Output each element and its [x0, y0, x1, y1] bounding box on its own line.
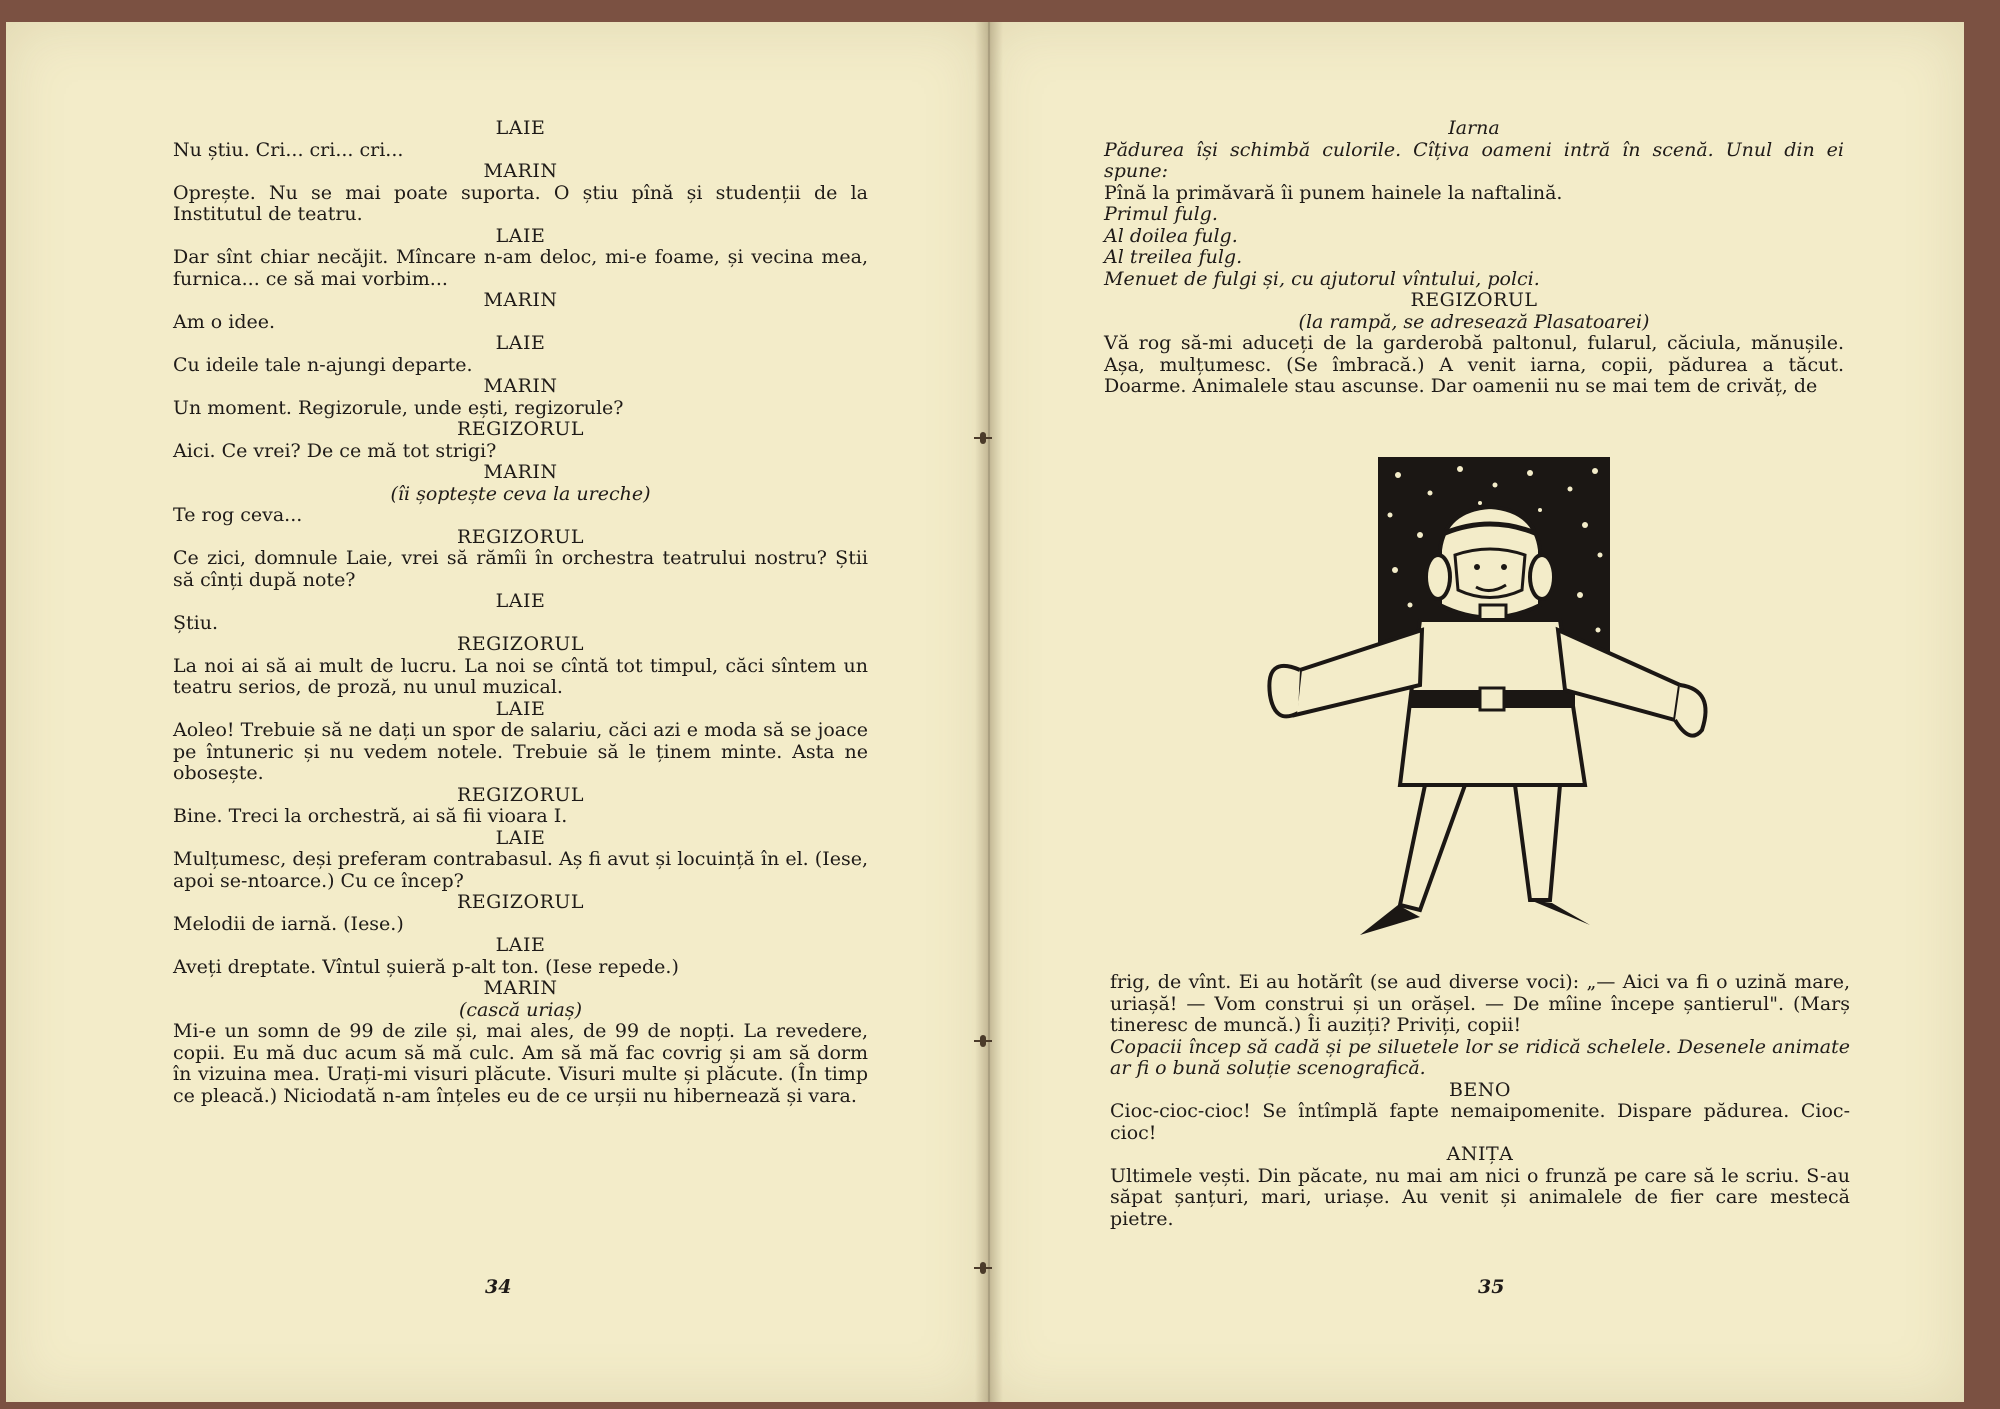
dialogue-line: Oprește. Nu se mai poate suporta. O știu pînă și studenții de la Institutul de teatru.: [173, 181, 868, 225]
dialogue-line: Bine. Treci la orchestră, ai să fii vioara I.: [173, 805, 568, 827]
dialogue-line: Pînă la primăvară îi punem hainele la naftalină.: [1104, 181, 1563, 204]
dialogue-line: Te rog ceva...: [173, 504, 303, 526]
dialogue-line: Cu ideile tale n-ajungi departe.: [173, 353, 473, 376]
speaker-name: REGIZORUL: [456, 633, 585, 655]
speaker-name: BENO: [1448, 1078, 1512, 1101]
dialogue-line: Știu.: [173, 611, 219, 634]
speaker-name: LAIE: [495, 224, 546, 247]
speaker-name: MARIN: [483, 977, 558, 999]
dialogue-line: Aici. Ce vrei? De ce mă tot strigi?: [173, 439, 497, 462]
dialogue-line: Aoleo! Trebuie să ne dați un spor de salariu, căci azi e moda să se joace pe întuneric și nu vedem notele. Trebuie să le ținem minte. Asta ne obosește.: [173, 719, 868, 784]
dialogue-line: Nu știu. Cri... cri... cri...: [173, 138, 404, 161]
speaker-name: LAIE: [495, 697, 546, 720]
dialogue-line: Mulțumesc, deși preferam contrabasul. Aș fi avut și locuință în el. (Iese, apoi se-ntoarce.) Cu ce încep?: [173, 848, 868, 892]
binding-stitch: [974, 1262, 992, 1274]
dialogue-line: Vă rog să-mi aduceți de la garderobă paltonul, fularul, căciula, mănușile. Așa, mulțumesc. (Se îmbracă.) A venit iarna, copii, pădurea a tăcut. Doarme. Animalele stau ascunse. Dar oamenii nu se mai tem de crivăț, de: [1104, 332, 1844, 397]
page-number-left: 34: [485, 1276, 512, 1298]
stage-direction-line: Al treilea fulg.: [1104, 246, 1243, 268]
speaker-name: LAIE: [495, 826, 546, 849]
stage-direction-line: Menuet de fulgi și, cu ajutorul vîntului, polci.: [1104, 267, 1540, 290]
stage-direction-line: Pădurea își schimbă culorile. Cîțiva oameni intră în scenă. Unul din ei spune:: [1104, 138, 1844, 182]
binding-stitch: [974, 432, 992, 444]
book-gutter: [975, 22, 1003, 1402]
speaker-name: REGIZORUL: [456, 783, 585, 806]
winter-man-illustration: [1240, 455, 1720, 950]
dialogue-line: Aveți dreptate. Vîntul șuieră p-alt ton. (Iese repede.): [173, 955, 679, 978]
speaker-name: MARIN: [483, 375, 558, 397]
stage-direction: Iarna: [1448, 117, 1500, 139]
stage-direction: (la rampă, se adresează Plasatoarei): [1298, 310, 1650, 333]
dialogue-line: frig, de vînt. Ei au hotărît (se aud diverse voci): „— Aici va fi o uzină mare, uriașă! — Vom construi și un orășel. — De mîine începe șantierul". (Marș tineresc de muncă.) Îi auziți? Priviți, copii!: [1110, 971, 1850, 1036]
speaker-name: LAIE: [495, 117, 546, 139]
stage-direction-line: Al doilea fulg.: [1104, 224, 1238, 247]
speaker-name: LAIE: [495, 934, 546, 956]
dialogue-line: La noi ai să ai mult de lucru. La noi se cîntă tot timpul, căci sîntem un teatru serios, de proză, nu unul muzical.: [173, 654, 868, 698]
stage-direction: (cască uriaș): [458, 998, 583, 1021]
right-page-text-top: [1104, 118, 1844, 398]
dialogue-line: Mi-e un somn de 99 de zile și, mai ales, de 99 de nopți. La revedere, copii. Eu mă duc acum să mă culc. Am să mă fac covrig și am să dorm în vizuina mea. Urați-mi visuri plăcute. Visuri multe și plăcute. (În timp ce pleacă.) Niciodată n-am înțeles eu de ce urșii nu hibernează și vara.: [173, 1020, 868, 1107]
right-page-text-bottom: [1110, 972, 1850, 1230]
dialogue-line: Am o idee.: [173, 310, 276, 333]
stage-direction: (îi șoptește ceva la ureche): [390, 482, 651, 505]
binding-stitch: [974, 1035, 992, 1047]
page-number-right: 35: [1478, 1276, 1505, 1298]
dialogue-line: Cioc-cioc-cioc! Se întîmplă fapte nemaipomenite. Dispare pădurea. Cioc-cioc!: [1110, 1100, 1850, 1144]
dialogue-line: Ce zici, domnule Laie, vrei să rămîi în orchestra teatrului nostru? Știi să cînți după note?: [173, 547, 868, 591]
dialogue-line: Ultimele vești. Din păcate, nu mai am nici o frunză pe care să le scriu. S-au săpat șanțuri, mari, uriașe. Au venit și animalele de fier care mestecă pietre.: [1110, 1164, 1850, 1230]
speaker-name: MARIN: [483, 461, 558, 483]
dialogue-line: Melodii de iarnă. (Iese.): [173, 912, 404, 935]
stage-direction-line: Copacii încep să cadă și pe siluetele lor se ridică schelele. Desenele animate ar fi o bună soluție scenografică.: [1110, 1035, 1850, 1079]
left-page-text: [173, 118, 868, 1107]
stage-direction-line: Primul fulg.: [1104, 203, 1218, 225]
speaker-name: REGIZORUL: [456, 418, 585, 440]
speaker-name: LAIE: [495, 590, 546, 612]
speaker-name: MARIN: [483, 160, 558, 182]
speaker-name: ANIȚA: [1446, 1143, 1514, 1165]
speaker-name: REGIZORUL: [1410, 289, 1538, 311]
dialogue-line: Dar sînt chiar necăjit. Mîncare n-am deloc, mi-e foame, și vecina mea, furnica... ce să mai vorbim...: [173, 246, 868, 290]
speaker-name: MARIN: [483, 289, 558, 311]
speaker-name: REGIZORUL: [456, 525, 585, 548]
dialogue-line: Un moment. Regizorule, unde ești, regizorule?: [173, 396, 624, 419]
speaker-name: LAIE: [495, 332, 546, 354]
speaker-name: REGIZORUL: [456, 891, 585, 913]
